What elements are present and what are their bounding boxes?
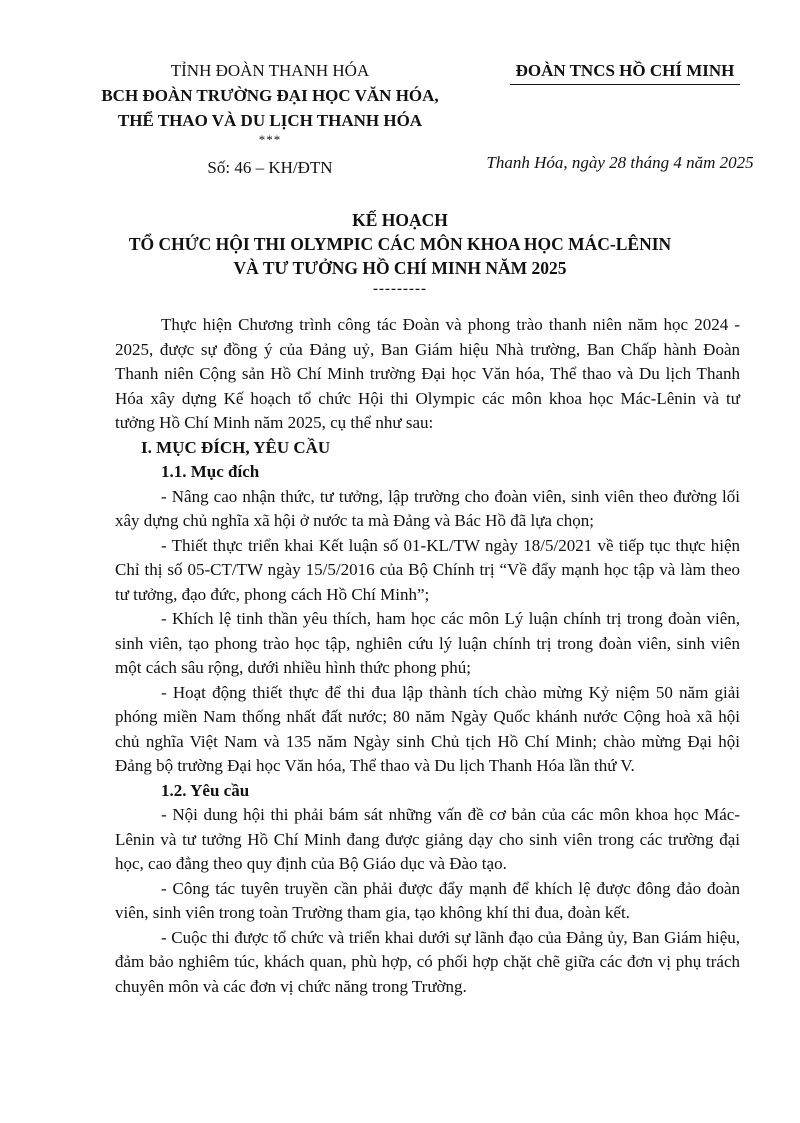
header-underline xyxy=(510,84,740,85)
intro-paragraph: Thực hiện Chương trình công tác Đoàn và phong trào thanh niên năm học 2024 - 2025, được sự đồng ý của Đảng uỷ, Ban Giám hiệu Nhà trường, Ban Chấp hành Đoàn Thanh niên Cộng sản Hồ Chí Minh trường Đại học Văn hóa, Thể thao và Du lịch Thanh Hóa xây dựng Kế hoạch tổ chức Hội thi Olympic các môn khoa học Mác-Lênin và tư tưởng Hồ Chí Minh năm 2025, cụ thể như sau: xyxy=(115,315,740,432)
section-heading: I. MỤC ĐÍCH, YÊU CẦU xyxy=(141,437,331,457)
subsection-heading: 1.1. Mục đích xyxy=(161,462,260,481)
school-union-name-line1: BCH ĐOÀN TRƯỜNG ĐẠI HỌC VĂN HÓA, xyxy=(101,86,439,105)
title-line-2: TỔ CHỨC HỘI THI OLYMPIC CÁC MÔN KHOA HỌC MÁC-LÊNIN xyxy=(128,234,672,254)
title-line-3: VÀ TƯ TƯỞNG HỒ CHÍ MINH NĂM 2025 xyxy=(233,258,567,278)
document-title-block xyxy=(60,208,740,298)
requirement-item: - Nội dung hội thi phải bám sát những vấn đề cơ bản của các môn khoa học Mác- Lênin và tư tưởng Hồ Chí Minh đang được giảng dạy cho sinh viên trong các trường đại học, cao đẳng theo quy định của Bộ Giáo dục và Đào tạo. xyxy=(115,805,740,873)
purpose-item: - Nâng cao nhận thức, tư tưởng, lập trường cho đoàn viên, sinh viên theo đường lối xây dựng chủ nghĩa xã hội ở nước ta mà Đảng và Bác Hồ đã lựa chọn; xyxy=(115,486,740,530)
document-body xyxy=(115,313,740,999)
school-union-name-line2: THỂ THAO VÀ DU LỊCH THANH HÓA xyxy=(117,111,423,130)
requirement-item: - Cuộc thi được tổ chức và triển khai dưới sự lãnh đạo của Đảng ủy, Ban Giám hiệu, đảm bảo nghiêm túc, khách quan, phù hợp, có phối hợp chặt chẽ giữa các đơn vị phụ trách chuyên môn và các đơn vị chức năng trong Trường. xyxy=(115,927,740,996)
place-date-line: Thanh Hóa, ngày 28 tháng 4 năm 2025 xyxy=(486,153,754,172)
youth-union-name: ĐOÀN TNCS HỒ CHÍ MINH xyxy=(515,61,735,80)
title-doc-type: KẾ HOẠCH xyxy=(352,210,448,230)
purpose-item: - Hoạt động thiết thực để thi đua lập thành tích chào mừng Kỷ niệm 50 năm giải phóng miền Nam thống nhất đất nước; 80 năm Ngày Quốc khánh nước Cộng hoà xã hội chủ nghĩa Việt Nam và 135 năm Ngày sinh Chủ tịch Hồ Chí Minh; chào mừng Đại hội Đảng bộ trường Đại học Văn hóa, Thể thao và Du lịch Thanh Hóa lần thứ V. xyxy=(115,682,740,775)
requirement-item: - Công tác tuyên truyền cần phải được đẩy mạnh để khích lệ được đông đảo đoàn viên, sinh viên trong toàn Trường tham gia, tạo không khí thi đua, đoàn kết. xyxy=(115,878,740,922)
purpose-item: - Khích lệ tinh thần yêu thích, ham học các môn Lý luận chính trị trong đoàn viên, sinh viên, tạo phong trào học tập, nghiên cứu lý luận chính trị trong đoàn viên, sinh viên một cách sâu rộng, dưới nhiều hình thức phong phú; xyxy=(115,609,740,677)
document-number: Số: 46 – KH/ĐTN xyxy=(207,158,333,177)
national-org-block xyxy=(475,58,775,85)
provincial-union-name: TỈNH ĐOÀN THANH HÓA xyxy=(170,61,370,80)
issuing-organization-block xyxy=(80,58,460,180)
subsection-heading: 1.2. Yêu cầu xyxy=(161,780,250,800)
title-separator: --------- xyxy=(373,281,427,297)
decorative-stars: *** xyxy=(258,132,282,147)
purpose-item: - Thiết thực triển khai Kết luận số 01-KL/TW ngày 18/5/2021 về tiếp tục thực hiện Chỉ thị số 05-CT/TW ngày 15/5/2016 của Bộ Chính trị “Về đẩy mạnh học tập và làm theo tư tưởng, đạo đức, phong cách Hồ Chí Minh”; xyxy=(115,535,740,604)
